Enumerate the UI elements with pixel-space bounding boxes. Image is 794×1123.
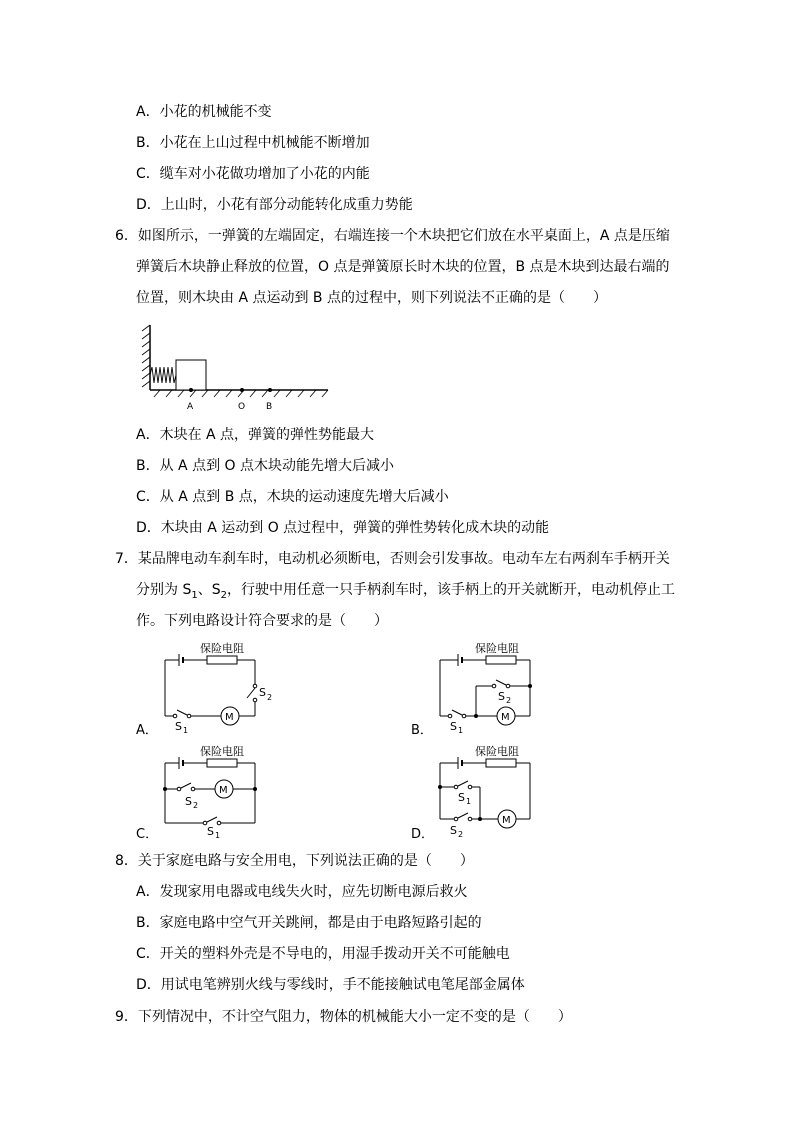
q8-option-d: D．用试电笔辨别火线与零线时，手不能接触试电笔尾部金属体 (136, 977, 525, 993)
svg-text:M: M (225, 712, 234, 723)
q7-stem-line-2: 分别为 $S_1$、$S_2$，行驶中用任意一只手柄刹车时，该手柄上的开关就断开，电动机停止工 (136, 582, 675, 601)
q6-stem-line-3: 位置，则木块由 A 点运动到 B 点的过程中，则下列说法不正确的是（ ） (136, 290, 607, 306)
circuit-a (135, 640, 285, 738)
q5-option-d: D．上山时，小花有部分动能转化成重力势能 (136, 197, 413, 213)
svg-text:A．: A． (136, 723, 158, 738)
q7-stem-line-3: 作。下列电路设计符合要求的是（ ） (136, 613, 388, 629)
svg-text:2: 2 (193, 801, 199, 810)
svg-text:2: 2 (458, 830, 464, 839)
svg-text:S: S (498, 690, 505, 703)
svg-text:C．: C． (136, 827, 159, 842)
svg-text:保险电阻: 保险电阻 (475, 745, 519, 758)
q8-stem: 8．关于家庭电路与安全用电，下列说法正确的是（ ） (115, 853, 474, 869)
svg-text:S: S (450, 824, 457, 837)
circuit-d (410, 743, 560, 842)
q8-option-a: A．发现家用电器或电线失火时，应先切断电源后救火 (136, 884, 468, 900)
svg-text:保险电阻: 保险电阻 (475, 642, 519, 655)
q5-option-a: A．小花的机械能不变 (136, 104, 272, 120)
q6-stem-line-1: 6．如图所示，一弹簧的左端固定，右端连接一个木块把它们放在水平桌面上，A 点是压缩 (115, 228, 670, 244)
svg-text:S: S (450, 720, 457, 733)
q7-stem-line-1: 7．某品牌电动车刹车时，电动机必须断电，否则会引发事故。电动车左右两刹车手柄开关 (115, 551, 670, 567)
svg-text:2: 2 (267, 693, 273, 702)
svg-text:S: S (185, 795, 192, 808)
svg-text:S: S (207, 825, 214, 838)
svg-text:2: 2 (506, 696, 512, 705)
svg-text:B．: B． (411, 723, 433, 738)
svg-text:M: M (502, 815, 511, 826)
q6-option-c: C．从 A 点到 B 点，木块的运动速度先增大后减小 (136, 489, 449, 505)
q5-option-b: B．小花在上山过程中机械能不断增加 (136, 135, 370, 151)
q6-option-a: A．木块在 A 点，弹簧的弹性势能最大 (136, 427, 375, 443)
svg-text:M: M (501, 712, 510, 723)
q6-stem-line-2: 弹簧后木块静止释放的位置，O 点是弹簧原长时木块的位置，B 点是木块到达最右端的 (136, 259, 670, 275)
label-o: O (238, 402, 246, 412)
svg-text:保险电阻: 保险电阻 (200, 745, 244, 758)
svg-text:M: M (219, 785, 228, 796)
circuit-c (135, 743, 285, 842)
svg-text:S: S (458, 791, 465, 804)
q8-option-c: C．开关的塑料外壳是不导电的，用湿手拨动开关不可能触电 (136, 946, 510, 962)
svg-text:D．: D． (411, 827, 435, 842)
label-a: A (187, 402, 194, 412)
wood-block (176, 360, 206, 390)
q6-option-d: D．木块由 A 运动到 O 点过程中，弹簧的弹性势转化成木块的动能 (136, 520, 550, 536)
svg-text:1: 1 (466, 797, 472, 806)
svg-text:保险电阻: 保险电阻 (200, 642, 244, 655)
q6-option-b: B．从 A 点到 O 点木块动能先增大后减小 (136, 458, 395, 474)
label-b: B (266, 402, 273, 412)
svg-text:S: S (259, 686, 266, 699)
circuit-b (410, 640, 560, 738)
svg-text:1: 1 (183, 726, 189, 735)
q9-stem: 9．下列情况中，不计空气阻力，物体的机械能大小一定不变的是（ ） (115, 1009, 572, 1025)
svg-text:1: 1 (458, 726, 464, 735)
svg-text:1: 1 (215, 831, 221, 840)
q5-option-c: C．缆车对小花做功增加了小花的内能 (136, 166, 370, 182)
spring (150, 367, 176, 383)
spring-block-figure (140, 325, 340, 415)
q8-option-b: B．家庭电路中空气开关跳闸，都是由于电路短路引起的 (136, 915, 482, 931)
svg-text:S: S (175, 720, 182, 733)
